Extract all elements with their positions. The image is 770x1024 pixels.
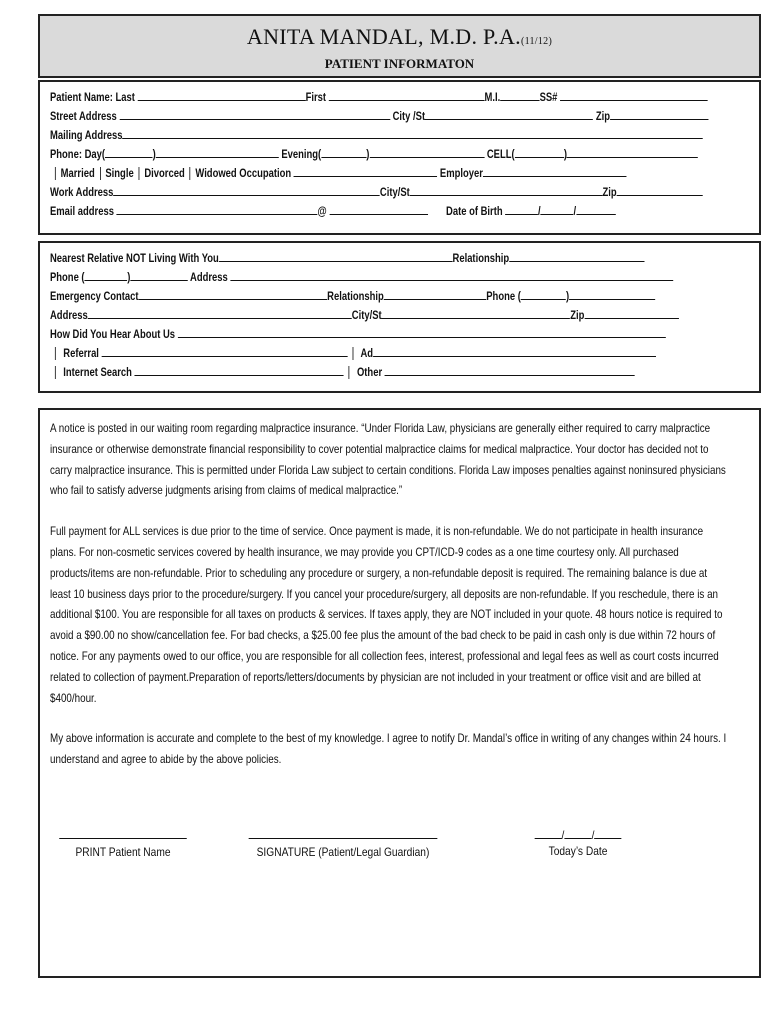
- date-label: Today’s Date: [548, 844, 608, 858]
- first-name-field[interactable]: [329, 88, 485, 101]
- other-field[interactable]: [385, 363, 635, 376]
- relative-address-field[interactable]: [230, 268, 673, 281]
- work-zip-field[interactable]: [617, 183, 703, 196]
- zip-field[interactable]: [610, 107, 708, 120]
- relationship-label: Relationship: [452, 253, 510, 265]
- city-label: City /St: [392, 111, 426, 123]
- referral-field[interactable]: [102, 344, 348, 357]
- relative-phone-area[interactable]: [85, 268, 128, 281]
- clinic-title: ANITA MANDAL, M.D. P.A.(11/12): [246, 24, 553, 49]
- malpractice-notice: A notice is posted in our waiting room regarding malpractice insurance. “Under Florida Law, physicians are generally either required to carry malpractice insurance or otherwise demonstrate financial responsibility to cover potential malpractice claims for medical malpractice. Your doctor has decided not to carry malpractice insurance. This is permitted under Florida Law subject to certain conditions. Florida Law imposes penalties against noninsured physicians who fail to satisfy adverse judgments arising from claims of medical malpractice.”: [50, 421, 726, 498]
- referral-option[interactable]: Referral: [63, 348, 99, 360]
- evening-label: Evening(: [281, 149, 322, 161]
- form-subtitle: PATIENT INFORMATON: [324, 56, 475, 71]
- last-name-label: Patient Name: Last: [50, 92, 135, 104]
- print-name-label: PRINT Patient Name: [75, 845, 171, 859]
- phone2-label: Phone (: [486, 291, 521, 303]
- street-label: Street Address: [50, 111, 117, 123]
- work-city-field[interactable]: [410, 183, 603, 196]
- phone-day-label: Phone: Day(: [50, 149, 106, 161]
- relative-address-label: Address: [190, 272, 228, 284]
- dob-month[interactable]: [505, 202, 538, 215]
- at-symbol: @: [317, 206, 327, 218]
- dob-day[interactable]: [541, 202, 574, 215]
- mailing-field[interactable]: [122, 126, 703, 139]
- acknowledgement: My above information is accurate and complete to the best of my knowledge. I agree to notify Dr. Mandal’s office in writing of any changes within 24 hours. I understand and agree to abide by the above policies.: [50, 731, 727, 767]
- mi-field[interactable]: [500, 88, 539, 101]
- relationship2-label: Relationship: [327, 291, 384, 303]
- zip2-label: Zip: [570, 310, 585, 322]
- evening-field[interactable]: [369, 145, 484, 158]
- occupation-field[interactable]: [294, 164, 437, 177]
- date-block: [531, 826, 625, 858]
- other-option[interactable]: Other: [356, 367, 383, 379]
- address2-field[interactable]: [88, 306, 352, 319]
- ad-option[interactable]: Ad: [360, 348, 374, 360]
- cell-area[interactable]: [515, 145, 564, 158]
- work-city-label: City/St: [379, 187, 410, 199]
- email-domain-field[interactable]: [329, 202, 427, 215]
- work-label: Work Address: [50, 187, 114, 199]
- ss-label: SS#: [539, 92, 558, 104]
- zip-label: Zip: [595, 111, 610, 123]
- relationship2-field[interactable]: [384, 287, 487, 300]
- emergency-label: Emergency Contact: [50, 291, 139, 303]
- email-label: Email address: [50, 206, 114, 218]
- work-field[interactable]: [113, 183, 380, 196]
- dob-year[interactable]: [576, 202, 615, 215]
- employer-field[interactable]: [483, 164, 627, 177]
- city2-field[interactable]: [382, 306, 571, 319]
- policy-notice-section: [38, 408, 761, 978]
- print-name-field[interactable]: [59, 826, 187, 839]
- relative-phone-label: Phone (: [50, 272, 85, 284]
- relationship-field[interactable]: [509, 249, 644, 262]
- patient-info-section: Patient Name: Last First M.I. SS# Street Address City /St Zip Mailing Address Phone: Day( ) Evening( ) CELL( ) Married Single Divorced Widowed Occupation Employer Work Address City/St Zip Email address @ Date of Birth / /: [38, 80, 761, 235]
- email-user-field[interactable]: [117, 202, 318, 215]
- single-option[interactable]: Single: [105, 168, 134, 180]
- relative-section: Nearest Relative NOT Living With You Relationship Phone ( ) Address Emergency Contact Relationship Phone ( ) Address City/St Zip How Did You Hear About Us Referral Ad Internet Search Other: [38, 241, 761, 393]
- city2-label: City/St: [351, 310, 382, 322]
- nearest-relative-label: Nearest Relative NOT Living With You: [50, 253, 219, 265]
- last-name-field[interactable]: [138, 88, 306, 101]
- signature-label: SIGNATURE (Patient/Legal Guardian): [256, 845, 430, 859]
- mailing-label: Mailing Address: [50, 130, 123, 142]
- cell-label: CELL(: [486, 149, 515, 161]
- evening-area[interactable]: [321, 145, 366, 158]
- dob-label: Date of Birth: [446, 206, 503, 218]
- ss-field[interactable]: [560, 88, 708, 101]
- divorced-option[interactable]: Divorced: [144, 168, 185, 180]
- occupation-label: Occupation: [239, 168, 292, 180]
- hear-label: How Did You Hear About Us: [50, 329, 176, 341]
- cell-field[interactable]: [567, 145, 698, 158]
- ad-field[interactable]: [373, 344, 656, 357]
- zip2-field[interactable]: [584, 306, 678, 319]
- phone-day-area[interactable]: [105, 145, 153, 158]
- mi-label: M.I.: [484, 92, 501, 104]
- address2-label: Address: [50, 310, 88, 322]
- widowed-option[interactable]: Widowed: [195, 168, 237, 180]
- signature-field[interactable]: [249, 826, 438, 839]
- print-name-block: [59, 826, 187, 859]
- internet-option[interactable]: Internet Search: [63, 367, 132, 379]
- phone2-field[interactable]: [569, 287, 655, 300]
- hear-field[interactable]: [178, 325, 666, 338]
- form-version: (11/12): [520, 36, 553, 47]
- internet-field[interactable]: [135, 363, 344, 376]
- relative-phone-field[interactable]: [130, 268, 187, 281]
- employer-label: Employer: [439, 168, 483, 180]
- payment-policy: Full payment for ALL services is due prior to the time of service. Once payment is made, it is non-refundable. We do not participate in health insurance plans. For non-cosmetic services covered by health insurance, we may provide you CPT/ICD-9 codes as a one time courtesy only. All purchased products/items are non-refundable. Prior to scheduling any procedure or surgery, a non-refundable deposit is required. The remaining balance is due at least 10 business days prior to the procedure/surgery. If you cancel your procedure/surgery, all deposits are non-refundable. If you reschedule, there is an additional $100. You are responsible for all taxes on products & services. If taxes apply, they are NOT included in your quote. 48 hours notice is required to avoid a $90.00 no show/cancellation fee. For bad checks, a $25.00 fee plus the amount of the bad check to be paid in cash only is due within 72 hours of notice. For any payments owed to our office, you are responsible for all collection fees, interest, professional and legal fees as well as court costs incurred related to collection of payment.Preparation of reports/letters/documents by physician are not included in your treatment or office visit and are billed at $400/hour.: [50, 524, 723, 705]
- form-header: [38, 14, 761, 78]
- emergency-field[interactable]: [139, 287, 328, 300]
- nearest-relative-field[interactable]: [219, 249, 453, 262]
- work-zip-label: Zip: [602, 187, 617, 199]
- city-field[interactable]: [425, 107, 593, 120]
- date-field[interactable]: / /: [531, 826, 625, 838]
- first-name-label: First: [305, 92, 327, 104]
- married-option[interactable]: Married: [60, 168, 95, 180]
- phone-day-field[interactable]: [156, 145, 279, 158]
- signature-block: [249, 826, 438, 859]
- street-field[interactable]: [119, 107, 390, 120]
- phone2-area[interactable]: [521, 287, 566, 300]
